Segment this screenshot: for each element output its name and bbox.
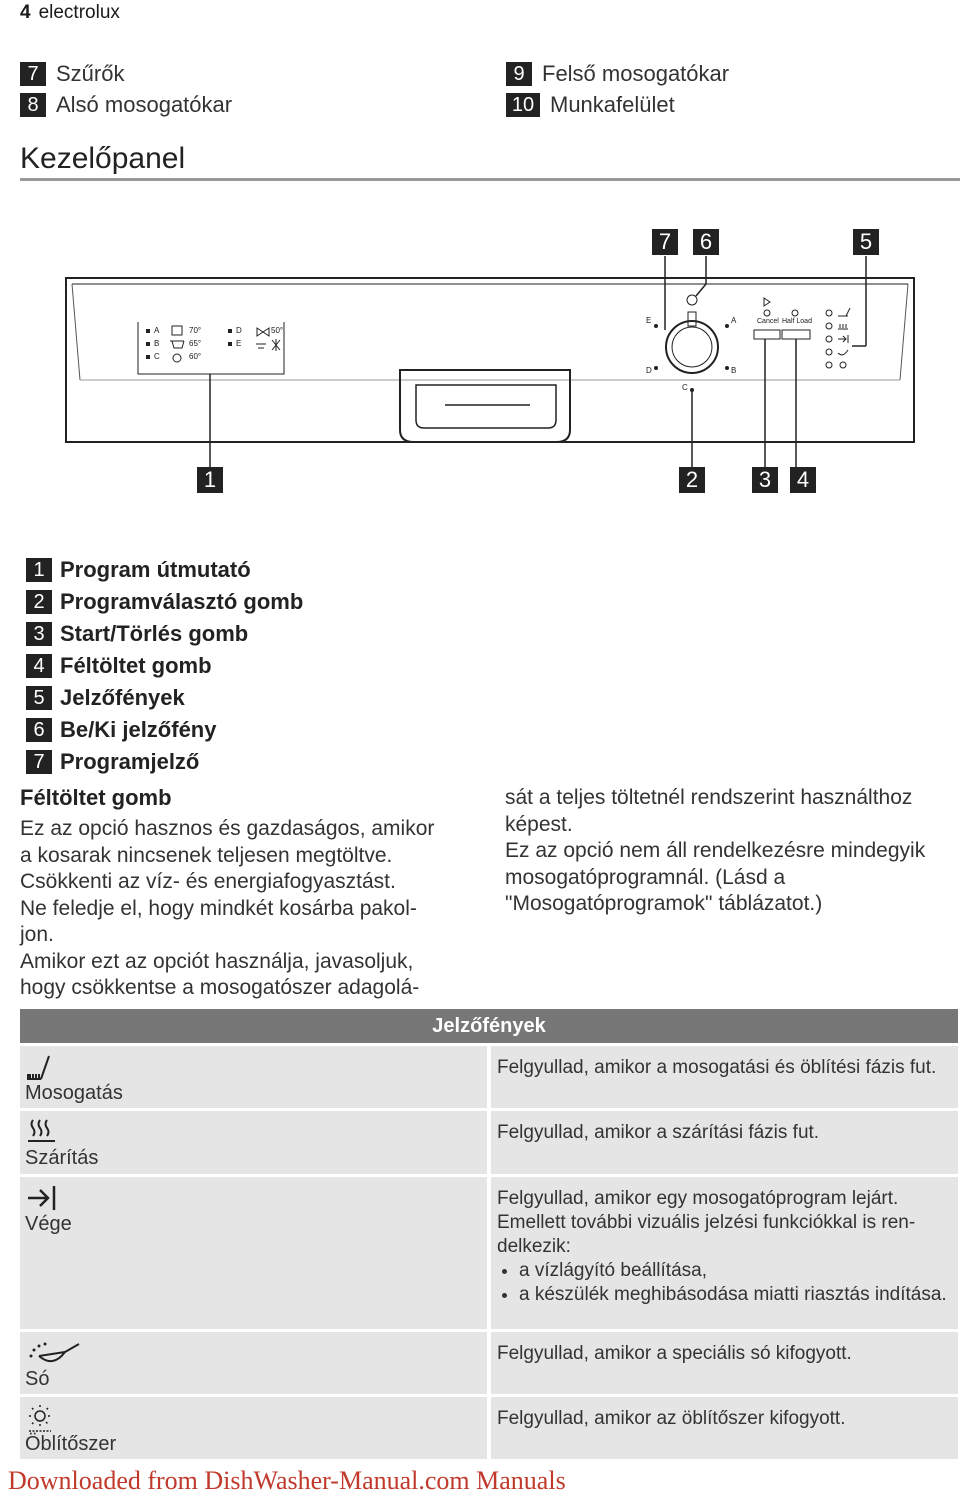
dry-icon — [25, 1117, 482, 1147]
text-line: képest. — [505, 812, 573, 836]
wash-icon — [25, 1052, 482, 1082]
control-panel-illustration — [0, 220, 960, 510]
text-line: Ez az opció nem áll rendelkezésre mindegyik — [505, 839, 926, 862]
text-line: "Mosogatóprogramok" táblázatot.) — [505, 892, 823, 915]
dial-letter: B — [731, 366, 737, 375]
indicator-desc: Felgyullad, amikor a szárítási fázis fut. — [491, 1111, 958, 1174]
text-line: Ne feledje el, hogy mindkét kosárba pakol- — [20, 896, 417, 920]
callout-6: 6 — [693, 229, 719, 255]
text-line: jon. — [20, 923, 54, 946]
indicator-cell — [20, 1177, 487, 1329]
guide-temp: 65° — [189, 339, 202, 348]
indicator-desc-block — [491, 1177, 958, 1329]
part-number: 10 — [506, 93, 540, 117]
legend-number: 4 — [26, 654, 52, 678]
part-item — [20, 60, 124, 88]
part-item — [20, 91, 232, 119]
guide-letter: D — [236, 326, 242, 335]
legend-number: 5 — [26, 686, 52, 710]
table-row — [20, 1111, 958, 1174]
page-number: 4 — [20, 2, 31, 23]
table-row — [20, 1177, 958, 1329]
part-number: 8 — [20, 93, 46, 117]
part-item — [506, 60, 729, 88]
indicator-cell — [20, 1397, 487, 1459]
table-row — [20, 1332, 958, 1394]
control-panel-diagram — [0, 220, 960, 510]
callout-3: 3 — [752, 467, 778, 493]
end-icon — [25, 1183, 482, 1213]
text-line: a kosarak nincsenek teljesen megtöltve. — [20, 843, 393, 867]
guide-letter: E — [236, 339, 242, 348]
legend-item — [26, 586, 303, 618]
footer-download-link[interactable]: Downloaded from DishWasher-Manual.com Manuals — [8, 1466, 566, 1495]
indicator-desc: Felgyullad, amikor az öblítőszer kifogyott. — [491, 1397, 958, 1459]
callout-7: 7 — [652, 229, 678, 255]
guide-temp: 60° — [189, 352, 202, 361]
guide-temp: 70° — [189, 326, 202, 335]
text-line: Csökkenti az víz- és energiafogyasztást. — [20, 870, 396, 893]
text-line: mosogatóprogramnál. (Lásd a — [505, 865, 786, 889]
half-load-right-column — [505, 785, 960, 918]
salt-icon — [25, 1338, 482, 1368]
legend-list — [26, 554, 303, 778]
indicator-table — [20, 1009, 958, 1459]
rinse-aid-icon — [25, 1403, 482, 1433]
bullet-item: • a készülék meghibásodása miatti riasztás indítása. — [519, 1283, 948, 1307]
dial-letter: D — [646, 366, 652, 375]
legend-item — [26, 682, 303, 714]
part-label: Alsó mosogatókar — [56, 92, 233, 117]
legend-label: Be/Ki jelzőfény — [60, 717, 217, 742]
callout-5: 5 — [853, 229, 879, 255]
part-item — [506, 91, 675, 119]
page-header — [20, 2, 120, 24]
legend-label: Programjelző — [60, 749, 200, 774]
legend-item — [26, 650, 303, 682]
indicator-label: Vége — [25, 1213, 72, 1235]
indicator-label: Öblítőszer — [25, 1433, 117, 1455]
indicator-desc: Felgyullad, amikor egy mosogatóprogram lejárt. Emellett további vizuális jelzési funkciókkal is ren-delkezik: — [497, 1188, 916, 1257]
cancel-label: Cancel — [757, 318, 779, 325]
half-load-left-column — [20, 816, 490, 1002]
part-label: Felső mosogatókar — [542, 61, 730, 86]
legend-item — [26, 714, 303, 746]
callout-2: 2 — [679, 467, 705, 493]
legend-label: Program útmutató — [60, 557, 251, 582]
legend-item — [26, 618, 303, 650]
table-row — [20, 1397, 958, 1459]
part-number: 9 — [506, 62, 532, 86]
legend-item — [26, 554, 303, 586]
part-number: 7 — [20, 62, 46, 86]
text-line: hogy csökkentse a mosogatószer adagolá- — [20, 976, 420, 999]
legend-number: 3 — [26, 622, 52, 646]
indicator-label: Mosogatás — [25, 1082, 123, 1104]
section-divider — [20, 178, 960, 181]
table-row — [20, 1046, 958, 1108]
indicator-label: Só — [25, 1368, 50, 1390]
indicator-cell — [20, 1332, 487, 1394]
dial-letter: A — [731, 316, 737, 325]
text-line: Amikor ezt az opciót használja, javasoljuk, — [20, 949, 414, 973]
part-label: Munkafelület — [550, 92, 675, 117]
legend-number: 6 — [26, 718, 52, 742]
text-line: sát a teljes töltetnél rendszerint használthoz — [505, 786, 913, 809]
guide-temp: 50° — [271, 326, 284, 335]
legend-number: 7 — [26, 750, 52, 774]
legend-label: Féltöltet gomb — [60, 653, 212, 678]
legend-item — [26, 746, 303, 778]
section-title: Kezelőpanel — [20, 142, 186, 175]
legend-label: Jelzőfények — [60, 685, 185, 710]
table-header: Jelzőfények — [20, 1009, 958, 1043]
text-line: Ez az opció hasznos és gazdaságos, amikor — [20, 817, 435, 840]
callout-4: 4 — [790, 467, 816, 493]
callout-1: 1 — [197, 467, 223, 493]
guide-letter: A — [154, 326, 160, 335]
legend-number: 1 — [26, 558, 52, 582]
legend-label: Programválasztó gomb — [60, 589, 304, 614]
indicator-desc: Felgyullad, amikor a speciális só kifogyott. — [491, 1332, 958, 1394]
half-load-label: Half Load — [782, 318, 812, 325]
indicator-cell — [20, 1111, 487, 1174]
half-load-title: Féltöltet gomb — [20, 785, 172, 810]
indicator-label: Szárítás — [25, 1147, 99, 1169]
bullet-list — [497, 1259, 948, 1307]
bullet-item: • a vízlágyító beállítása, — [519, 1259, 948, 1283]
legend-label: Start/Törlés gomb — [60, 621, 249, 646]
guide-letter: C — [154, 352, 160, 361]
indicator-cell — [20, 1046, 487, 1108]
guide-letter: B — [154, 339, 160, 348]
part-label: Szűrők — [56, 61, 125, 86]
brand-name: electrolux — [38, 2, 120, 23]
dial-letter: E — [646, 316, 652, 325]
indicator-desc: Felgyullad, amikor a mosogatási és öblítési fázis fut. — [491, 1046, 958, 1108]
legend-number: 2 — [26, 590, 52, 614]
dial-letter: C — [682, 383, 688, 392]
